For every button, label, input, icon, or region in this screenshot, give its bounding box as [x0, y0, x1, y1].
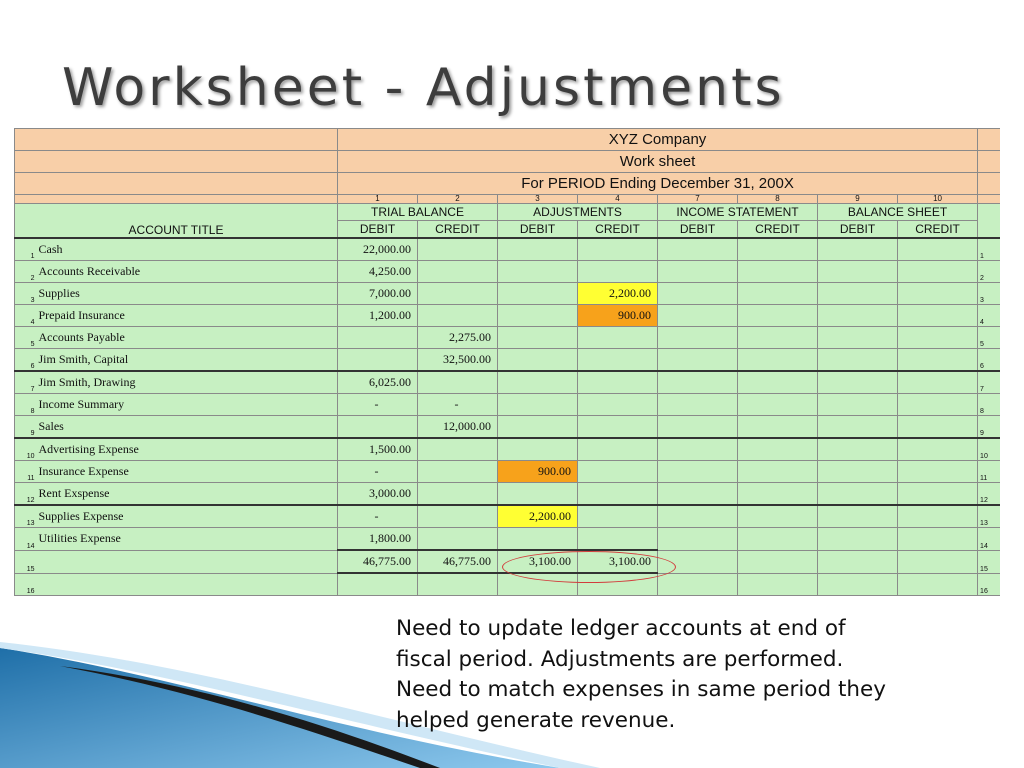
account-title — [35, 573, 338, 596]
bs-credit — [898, 573, 978, 596]
row-number: 12 — [15, 483, 35, 506]
company-row — [15, 129, 1001, 151]
account-title: Accounts Receivable — [35, 261, 338, 283]
column-number-blank — [15, 195, 338, 204]
tb-debit: - — [338, 394, 418, 416]
tb-debit: 1,800.00 — [338, 528, 418, 551]
subheader-credit: CREDIT — [578, 221, 658, 239]
row-number-right: 5 — [978, 327, 1000, 349]
is-credit — [738, 349, 818, 372]
bs-credit — [898, 550, 978, 573]
is-credit — [738, 550, 818, 573]
bs-credit — [898, 305, 978, 327]
tb-credit — [418, 505, 498, 528]
adj-credit — [578, 416, 658, 439]
header-margin-cell — [978, 173, 1000, 195]
account-title: Supplies — [35, 283, 338, 305]
row-number: 8 — [15, 394, 35, 416]
row-number: 13 — [15, 505, 35, 528]
bs-credit — [898, 238, 978, 261]
is-credit — [738, 505, 818, 528]
table-row — [15, 305, 1001, 327]
bs-debit — [818, 416, 898, 439]
table-row — [15, 327, 1001, 349]
row-number-right: 12 — [978, 483, 1000, 506]
bs-credit — [898, 349, 978, 372]
tb-credit: 32,500.00 — [418, 349, 498, 372]
is-credit — [738, 327, 818, 349]
table-row — [15, 371, 1001, 394]
bs-debit — [818, 505, 898, 528]
account-title: Accounts Payable — [35, 327, 338, 349]
bs-credit — [898, 528, 978, 551]
row-number-right: 16 — [978, 573, 1000, 596]
company-name: XYZ Company — [338, 129, 978, 151]
row-number: 5 — [15, 327, 35, 349]
is-debit — [658, 283, 738, 305]
adj-debit — [498, 327, 578, 349]
tb-debit: 6,025.00 — [338, 371, 418, 394]
column-number: 8 — [738, 195, 818, 204]
adj-debit — [498, 349, 578, 372]
is-credit — [738, 283, 818, 305]
account-title: Insurance Expense — [35, 461, 338, 483]
tb-credit: 12,000.00 — [418, 416, 498, 439]
tb-credit: - — [418, 394, 498, 416]
note-line: fiscal period. Adjustments are performed. — [396, 646, 844, 672]
totals-row — [15, 550, 1001, 573]
is-debit — [658, 394, 738, 416]
adj-credit — [578, 238, 658, 261]
column-number: 10 — [898, 195, 978, 204]
adj-credit — [578, 528, 658, 551]
adj-debit — [498, 261, 578, 283]
column-number-blank — [978, 195, 1000, 204]
adj-credit — [578, 505, 658, 528]
bs-credit — [898, 283, 978, 305]
group-trial-balance: TRIAL BALANCE — [338, 204, 498, 221]
bs-credit — [898, 416, 978, 439]
row-number: 4 — [15, 305, 35, 327]
adj-debit-insurance-highlight: 900.00 — [498, 461, 578, 483]
bs-credit — [898, 505, 978, 528]
row-number-right: 3 — [978, 283, 1000, 305]
column-number: 4 — [578, 195, 658, 204]
is-debit — [658, 327, 738, 349]
row-number-right: 13 — [978, 505, 1000, 528]
row-number-right: 4 — [978, 305, 1000, 327]
is-credit — [738, 261, 818, 283]
row-number: 16 — [15, 573, 35, 596]
table-row — [15, 349, 1001, 372]
row-number-right: 9 — [978, 416, 1000, 439]
account-title: Cash — [35, 238, 338, 261]
slide-notes — [396, 614, 1006, 736]
row-number: 6 — [15, 349, 35, 372]
tb-debit: 3,000.00 — [338, 483, 418, 506]
row-number-right: 7 — [978, 371, 1000, 394]
bs-debit — [818, 394, 898, 416]
row-number: 14 — [15, 528, 35, 551]
adj-credit — [578, 573, 658, 596]
row-number: 9 — [15, 416, 35, 439]
worksheet-name: Work sheet — [338, 151, 978, 173]
account-title: Jim Smith, Drawing — [35, 371, 338, 394]
adj-debit — [498, 528, 578, 551]
tb-credit — [418, 528, 498, 551]
bs-debit — [818, 371, 898, 394]
column-number: 3 — [498, 195, 578, 204]
tb-debit: 4,250.00 — [338, 261, 418, 283]
adj-debit — [498, 283, 578, 305]
is-debit — [658, 528, 738, 551]
bs-credit — [898, 438, 978, 461]
bs-debit — [818, 573, 898, 596]
worksheet-name-row — [15, 151, 1001, 173]
is-debit — [658, 349, 738, 372]
tb-credit: 2,275.00 — [418, 327, 498, 349]
adj-credit-supplies-highlight: 2,200.00 — [578, 283, 658, 305]
adj-debit — [498, 573, 578, 596]
is-debit — [658, 550, 738, 573]
account-title-header: ACCOUNT TITLE — [15, 204, 338, 239]
tb-credit-total: 46,775.00 — [418, 550, 498, 573]
header-margin-cell — [15, 129, 338, 151]
is-credit — [738, 371, 818, 394]
note-line: helped generate revenue. — [396, 707, 676, 733]
slide-title: Worksheet - Adjustments — [62, 58, 785, 118]
tb-credit — [418, 305, 498, 327]
account-title: Rent Exspense — [35, 483, 338, 506]
tb-debit: - — [338, 461, 418, 483]
is-credit — [738, 394, 818, 416]
column-number: 1 — [338, 195, 418, 204]
account-title: Utilities Expense — [35, 528, 338, 551]
account-title: Prepaid Insurance — [35, 305, 338, 327]
adj-debit — [498, 305, 578, 327]
bs-debit — [818, 438, 898, 461]
bs-credit — [898, 261, 978, 283]
is-debit — [658, 505, 738, 528]
row-number-right: 8 — [978, 394, 1000, 416]
is-debit — [658, 573, 738, 596]
tb-credit — [418, 238, 498, 261]
column-number: 9 — [818, 195, 898, 204]
group-income-statement: INCOME STATEMENT — [658, 204, 818, 221]
bs-debit — [818, 461, 898, 483]
table-row — [15, 238, 1001, 261]
adj-debit-supplies-highlight: 2,200.00 — [498, 505, 578, 528]
adj-credit-insurance-highlight: 900.00 — [578, 305, 658, 327]
tb-debit — [338, 327, 418, 349]
tb-debit — [338, 573, 418, 596]
account-title: Income Summary — [35, 394, 338, 416]
period-row — [15, 173, 1001, 195]
worksheet-table — [14, 128, 1000, 596]
is-credit — [738, 573, 818, 596]
column-number: 7 — [658, 195, 738, 204]
adj-credit — [578, 261, 658, 283]
account-title: Advertising Expense — [35, 438, 338, 461]
table-row — [15, 438, 1001, 461]
bs-debit — [818, 305, 898, 327]
adj-debit — [498, 371, 578, 394]
adj-credit — [578, 327, 658, 349]
period-heading: For PERIOD Ending December 31, 200X — [338, 173, 978, 195]
tb-credit — [418, 573, 498, 596]
subheader-debit: DEBIT — [818, 221, 898, 239]
tb-debit: 1,500.00 — [338, 438, 418, 461]
account-title: Jim Smith, Capital — [35, 349, 338, 372]
note-line: Need to match expenses in same period they — [396, 677, 886, 702]
tb-debit — [338, 349, 418, 372]
adj-credit-total: 3,100.00 — [578, 550, 658, 573]
header-margin-cell — [15, 151, 338, 173]
account-title — [35, 550, 338, 573]
adj-debit — [498, 238, 578, 261]
column-number-row — [15, 195, 1001, 204]
tb-credit — [418, 438, 498, 461]
tb-credit — [418, 483, 498, 506]
table-row — [15, 528, 1001, 551]
row-number-right: 6 — [978, 349, 1000, 372]
bs-credit — [898, 371, 978, 394]
right-margin-header — [978, 204, 1000, 239]
subheader-debit: DEBIT — [498, 221, 578, 239]
adj-debit — [498, 394, 578, 416]
bs-credit — [898, 483, 978, 506]
is-credit — [738, 438, 818, 461]
table-row — [15, 283, 1001, 305]
is-credit — [738, 483, 818, 506]
adj-credit — [578, 371, 658, 394]
table-row — [15, 505, 1001, 528]
bs-credit — [898, 461, 978, 483]
adj-credit — [578, 461, 658, 483]
account-title: Sales — [35, 416, 338, 439]
is-credit — [738, 238, 818, 261]
bs-debit — [818, 349, 898, 372]
is-debit — [658, 261, 738, 283]
is-debit — [658, 438, 738, 461]
group-balance-sheet: BALANCE SHEET — [818, 204, 978, 221]
subheader-credit: CREDIT — [418, 221, 498, 239]
is-credit — [738, 416, 818, 439]
bs-debit — [818, 550, 898, 573]
adj-credit — [578, 483, 658, 506]
row-number-right: 1 — [978, 238, 1000, 261]
bs-debit — [818, 327, 898, 349]
group-adjustments: ADJUSTMENTS — [498, 204, 658, 221]
adj-credit — [578, 349, 658, 372]
bs-debit — [818, 528, 898, 551]
row-number-right: 2 — [978, 261, 1000, 283]
table-row — [15, 261, 1001, 283]
subheader-debit: DEBIT — [338, 221, 418, 239]
is-debit — [658, 305, 738, 327]
bs-credit — [898, 327, 978, 349]
row-number: 3 — [15, 283, 35, 305]
adj-debit — [498, 483, 578, 506]
row-number: 2 — [15, 261, 35, 283]
row-number-right: 14 — [978, 528, 1000, 551]
bs-debit — [818, 483, 898, 506]
column-number: 2 — [418, 195, 498, 204]
bs-debit — [818, 283, 898, 305]
tb-credit — [418, 283, 498, 305]
table-row — [15, 461, 1001, 483]
row-number: 10 — [15, 438, 35, 461]
is-debit — [658, 461, 738, 483]
note-line: Need to update ledger accounts at end of — [396, 616, 846, 641]
tb-debit: - — [338, 505, 418, 528]
tb-debit-total: 46,775.00 — [338, 550, 418, 573]
row-number-right: 15 — [978, 550, 1000, 573]
adj-credit — [578, 438, 658, 461]
table-row — [15, 394, 1001, 416]
is-debit — [658, 483, 738, 506]
row-number: 15 — [15, 550, 35, 573]
adj-credit — [578, 394, 658, 416]
row-number: 7 — [15, 371, 35, 394]
column-group-row — [15, 204, 1001, 221]
tb-debit: 22,000.00 — [338, 238, 418, 261]
table-row — [15, 416, 1001, 439]
bs-debit — [818, 261, 898, 283]
subheader-debit: DEBIT — [658, 221, 738, 239]
table-row — [15, 573, 1001, 596]
header-margin-cell — [978, 151, 1000, 173]
row-number: 1 — [15, 238, 35, 261]
tb-debit: 7,000.00 — [338, 283, 418, 305]
tb-credit — [418, 461, 498, 483]
subheader-credit: CREDIT — [738, 221, 818, 239]
header-margin-cell — [15, 173, 338, 195]
row-number: 11 — [15, 461, 35, 483]
tb-credit — [418, 371, 498, 394]
worksheet — [14, 128, 1000, 596]
is-credit — [738, 528, 818, 551]
worksheet-body — [15, 129, 1001, 596]
tb-debit — [338, 416, 418, 439]
tb-credit — [418, 261, 498, 283]
subheader-credit: CREDIT — [898, 221, 978, 239]
tb-debit: 1,200.00 — [338, 305, 418, 327]
is-debit — [658, 371, 738, 394]
is-credit — [738, 461, 818, 483]
adj-debit-total: 3,100.00 — [498, 550, 578, 573]
bs-debit — [818, 238, 898, 261]
table-row — [15, 483, 1001, 506]
is-debit — [658, 416, 738, 439]
adj-debit — [498, 416, 578, 439]
bs-credit — [898, 394, 978, 416]
adj-debit — [498, 438, 578, 461]
row-number-right: 11 — [978, 461, 1000, 483]
header-margin-cell — [978, 129, 1000, 151]
is-credit — [738, 305, 818, 327]
row-number-right: 10 — [978, 438, 1000, 461]
account-title: Supplies Expense — [35, 505, 338, 528]
is-debit — [658, 238, 738, 261]
